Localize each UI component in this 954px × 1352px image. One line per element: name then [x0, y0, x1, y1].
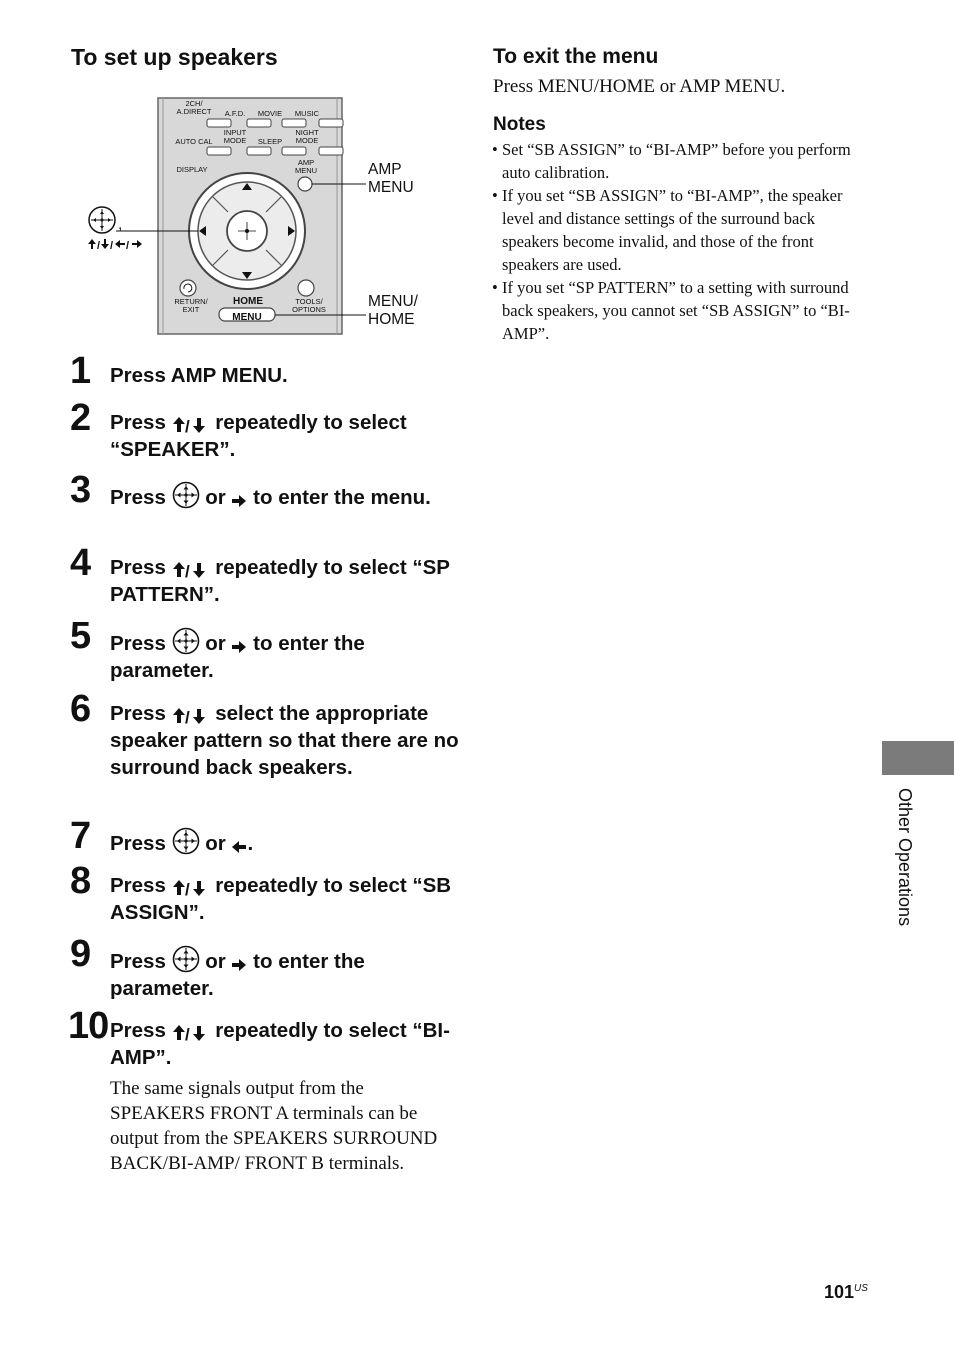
svg-text:/: /	[97, 240, 101, 252]
step-text	[110, 409, 460, 463]
remote-btn-sleep-label: SLEEP	[257, 137, 283, 146]
remote-btn-home-label: HOME	[233, 296, 263, 307]
remote-button	[319, 119, 343, 127]
step-text-mid: or	[199, 950, 232, 973]
remote-button	[207, 147, 231, 155]
callout-menu-home: MENU/ HOME	[368, 293, 418, 328]
step-text-pre: Press	[110, 556, 172, 579]
svg-text:/: /	[184, 708, 190, 725]
step-text	[110, 945, 460, 1002]
step-text-post: .	[247, 832, 254, 855]
step-text	[110, 554, 460, 608]
up-down-arrows-icon	[172, 561, 210, 579]
svg-text:/: /	[184, 880, 190, 897]
note-item: • Set “SB ASSIGN” to “BI-AMP” before you perform auto calibration.	[492, 138, 872, 184]
up-down-arrows-icon	[172, 879, 210, 897]
enter-icon	[172, 827, 200, 855]
step-text-pre: Press	[110, 632, 172, 655]
page-number	[824, 1282, 868, 1303]
step-text	[110, 362, 460, 389]
step-text-pre: Press	[110, 874, 172, 897]
step-number: 4	[70, 542, 91, 584]
step-text-post: repeatedly to select “BI-AMP”.	[110, 1019, 450, 1069]
remote-button	[207, 119, 231, 127]
remote-button	[282, 119, 306, 127]
svg-text:/: /	[184, 1025, 190, 1042]
remote-btn-inputmode-label: INPUT MODE	[223, 128, 247, 145]
step-text-pre: Press	[110, 1019, 172, 1042]
step-number: 8	[70, 860, 91, 902]
step-number: 5	[70, 615, 91, 657]
section-heading: To set up speakers	[71, 44, 278, 70]
step10-body: The same signals output from the SPEAKERS FRONT A terminals can be output from the SPEAKERS SURROUND BACK/BI-AMP/ FRONT B terminals.	[110, 1078, 438, 1174]
step-text-post: to enter the menu.	[247, 486, 431, 509]
note-item: • If you set “SB ASSIGN” to “BI-AMP”, the speaker level and distance settings of the surround back speakers become invalid, and those of the front speakers are used.	[492, 184, 872, 276]
step-text-pre: Press	[110, 411, 172, 434]
remote-btn-return-label: RETURN/ EXIT	[174, 297, 208, 314]
left-arrow-icon	[231, 839, 247, 855]
step-text-pre: Press	[110, 702, 172, 725]
remote-btn-tools-label: TOOLS/ OPTIONS	[292, 297, 326, 314]
step-text	[110, 627, 460, 684]
section-tab	[882, 741, 954, 775]
page-number-value: 101	[824, 1282, 855, 1302]
remote-btn-autocal-label: AUTO CAL	[175, 137, 213, 146]
side-tab-label: Other Operations	[895, 788, 915, 927]
notes-heading: Notes	[493, 114, 546, 135]
step-text-pre: Press	[110, 950, 172, 973]
remote-btn-nightmode-label: NIGHT MODE	[295, 128, 319, 145]
up-down-arrows-icon	[172, 707, 210, 725]
enter-icon	[172, 627, 200, 655]
step-text	[110, 700, 460, 781]
up-down-arrows-icon	[172, 416, 210, 434]
page-number-suffix: US	[854, 1283, 868, 1294]
right-arrow-icon	[231, 639, 247, 655]
remote-button	[319, 147, 343, 155]
step-text-post: select the appropriate speaker pattern so that there are no surround back speakers.	[110, 702, 459, 779]
note-item: • If you set “SP PATTERN” to a setting with surround back speakers, you cannot set “SB ASSIGN” to “BI-AMP”.	[492, 276, 872, 345]
remote-btn-ampmenu-label: AMP MENU	[294, 158, 318, 175]
step-number: 2	[70, 397, 91, 439]
side-tab-label-wrap	[893, 788, 917, 958]
step-text	[110, 1017, 460, 1071]
step-text	[110, 872, 460, 926]
up-down-arrows-icon	[172, 1024, 210, 1042]
remote-btn-display-label: DISPLAY	[176, 165, 208, 174]
step-text-mid: or	[199, 632, 232, 655]
step-text-pre: Press	[110, 486, 172, 509]
step-text	[110, 827, 460, 857]
step-text	[110, 481, 460, 511]
step-number: 7	[70, 815, 91, 857]
enter-icon	[172, 945, 200, 973]
remote-btn-menu-label: MENU	[232, 312, 262, 323]
svg-text:/: /	[184, 562, 190, 579]
step-number: 6	[70, 688, 91, 730]
callout-amp-menu: AMP MENU	[368, 161, 414, 196]
remote-btn-2ch-label: 2CH/ A.DIRECT	[176, 99, 212, 116]
remote-button	[247, 147, 271, 155]
step-text-post: repeatedly to select “SP PATTERN”.	[110, 556, 450, 606]
remote-btn-music-label: MUSIC	[294, 109, 320, 118]
exit-text: Press MENU/HOME or AMP MENU.	[493, 76, 786, 97]
step-number: 1	[70, 350, 91, 392]
step-number: 3	[70, 469, 91, 511]
svg-text:/: /	[110, 240, 114, 252]
enter-icon	[172, 481, 200, 509]
right-arrow-icon	[231, 957, 247, 973]
remote-btn-movie-label: MOVIE	[257, 109, 283, 118]
right-arrow-icon	[231, 493, 247, 509]
step-text-post: to enter the parameter.	[110, 950, 365, 1000]
remote-button	[282, 147, 306, 155]
step-number: 9	[70, 933, 91, 975]
step-text-post: repeatedly to select “SB ASSIGN”.	[110, 874, 452, 924]
step-text-mid: or	[199, 486, 232, 509]
step-text-post: repeatedly to select “SPEAKER”.	[110, 411, 407, 461]
step-text-pre: Press	[110, 832, 172, 855]
callout-left-comma: ,	[118, 216, 123, 233]
step-text-pre: Press AMP MENU.	[110, 364, 288, 387]
remote-button	[247, 119, 271, 127]
svg-text:/: /	[184, 417, 190, 434]
remote-btn-afd-label: A.F.D.	[224, 109, 246, 118]
step-text-post: to enter the parameter.	[110, 632, 365, 682]
step-number: 10	[68, 1005, 109, 1047]
notes-list	[492, 138, 872, 345]
exit-heading: To exit the menu	[493, 45, 659, 68]
svg-text:/: /	[126, 240, 130, 252]
step-text-mid: or	[199, 832, 232, 855]
